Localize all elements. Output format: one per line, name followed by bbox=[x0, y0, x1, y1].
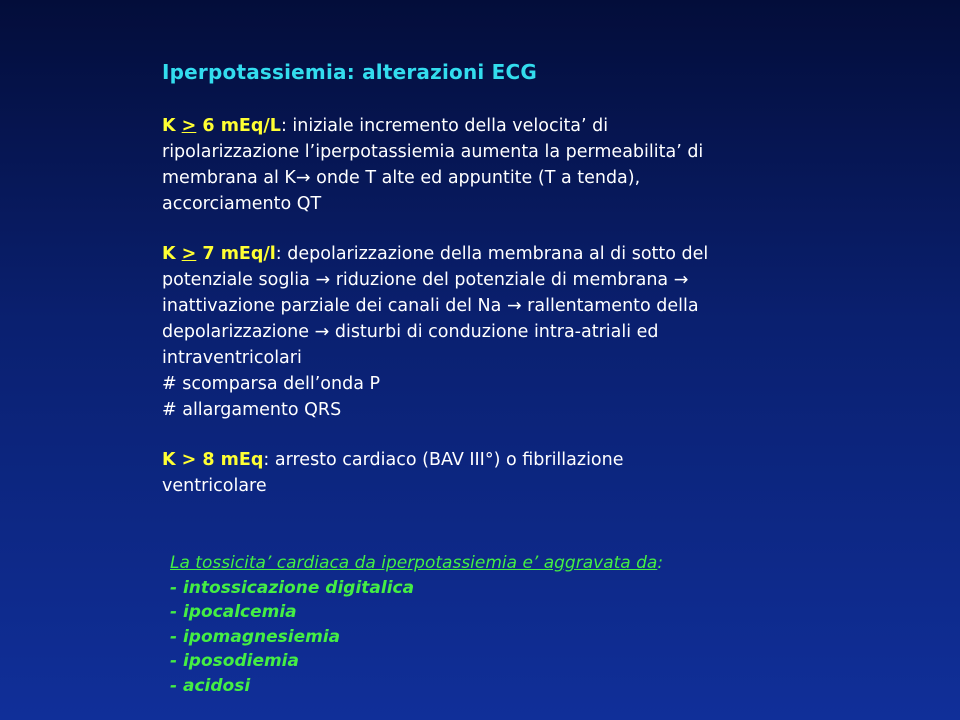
arrow-icon: → bbox=[295, 168, 311, 188]
k6-line2: ripolarizzazione l’iperpotassiemia aumenta la permeabilita’ di bbox=[162, 142, 704, 162]
k7-line6: # scomparsa dell’onda P bbox=[162, 374, 381, 394]
arrow-icon: → bbox=[673, 270, 689, 290]
k8-colon: : bbox=[263, 450, 270, 470]
section-k8 bbox=[162, 447, 862, 499]
list-item: - iposodiemia bbox=[170, 651, 299, 671]
section-k6 bbox=[162, 113, 862, 217]
k6-line1: iniziale incremento della velocita’ di bbox=[286, 116, 609, 136]
arrow-icon: → bbox=[314, 322, 330, 342]
k6-line3b: onde T alte ed appuntite (T a tenda), bbox=[310, 168, 641, 188]
toxicity-heading-row bbox=[170, 551, 663, 576]
k8-label: K > 8 mEq bbox=[162, 450, 264, 470]
k7-line2b: riduzione del potenziale di membrana bbox=[330, 270, 674, 290]
arrow-icon: → bbox=[315, 270, 331, 290]
k7-line3b: rallentamento della bbox=[521, 296, 699, 316]
list-item: - ipomagnesiemia bbox=[170, 626, 341, 647]
k7-line4a: depolarizzazione bbox=[162, 322, 315, 342]
k6-colon: : bbox=[280, 116, 287, 136]
toxicity-list bbox=[170, 551, 663, 698]
slide-title: Iperpotassiemia: alterazioni ECG bbox=[162, 60, 537, 84]
k7-colon: : bbox=[275, 244, 282, 264]
k7-line7: # allargamento QRS bbox=[162, 400, 342, 420]
section-k7 bbox=[162, 241, 862, 423]
k7-line4b: disturbi di conduzione intra-atriali ed bbox=[329, 322, 659, 342]
k7-line5: intraventricolari bbox=[162, 348, 302, 368]
toxicity-heading: La tossicita’ cardiaca da iperpotassiemia e’ aggravata da bbox=[170, 553, 658, 573]
k7-line1: depolarizzazione della membrana al di sotto del bbox=[281, 244, 709, 264]
k6-label: K > 6 mEq/L bbox=[162, 116, 281, 136]
k7-line3a: inattivazione parziale dei canali del Na bbox=[162, 296, 507, 316]
k8-line2: ventricolare bbox=[162, 476, 267, 496]
list-item: - acidosi bbox=[170, 675, 251, 696]
k6-line4: accorciamento QT bbox=[162, 194, 322, 214]
k6-line3a: membrana al K bbox=[162, 168, 296, 188]
arrow-icon: → bbox=[506, 296, 522, 316]
k7-label: K > 7 mEq/l bbox=[162, 244, 276, 264]
list-item: - intossicazione digitalica bbox=[170, 577, 415, 598]
k8-line1: arresto cardiaco (BAV III°) o fibrillazione bbox=[269, 450, 624, 470]
toxicity-heading-colon: : bbox=[657, 553, 664, 573]
list-item: - ipocalcemia bbox=[170, 602, 297, 622]
k7-line2a: potenziale soglia bbox=[162, 270, 316, 290]
